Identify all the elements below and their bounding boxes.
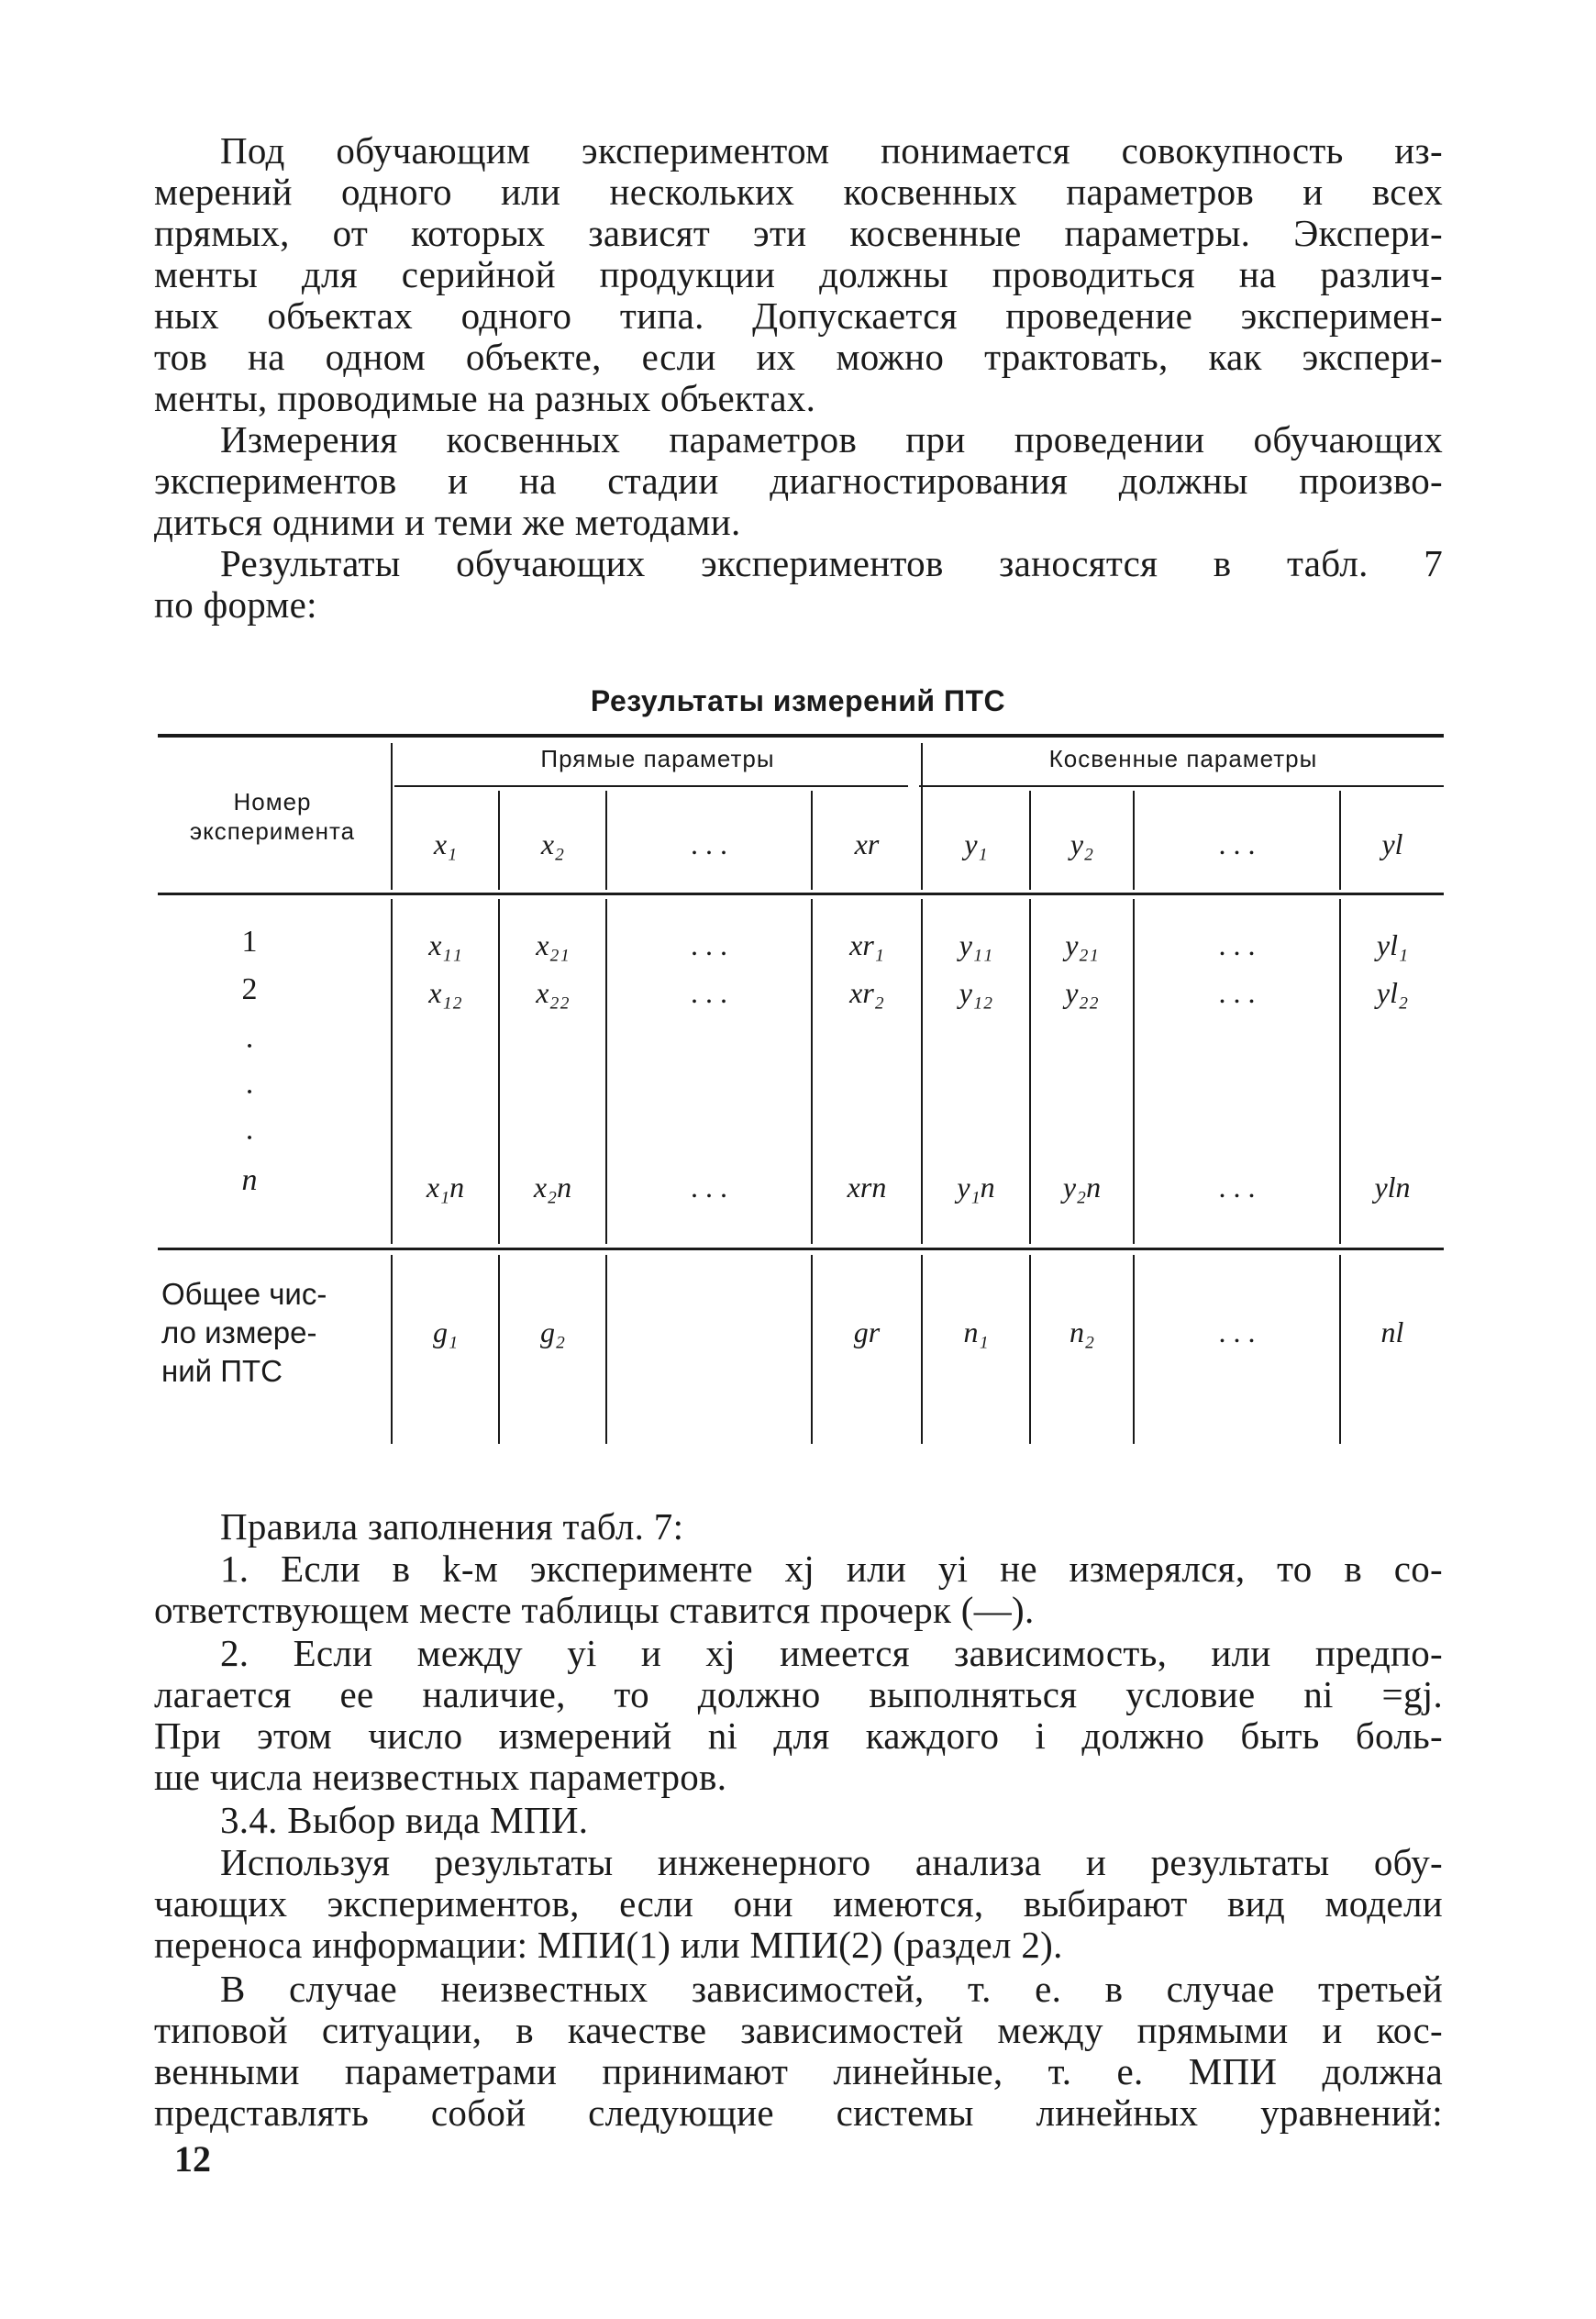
table-cell: xr₂ [849,976,884,1009]
text-line: ше числа неизвестных параметров. [154,1756,727,1798]
text-line: тов на одном объекте, если их можно трактовать, как экспери- [154,336,1443,378]
text-line: менты, проводимые на разных объектах. [154,377,816,419]
table-cell: . . . [1218,1171,1256,1204]
text-line: диться одними и теми же методами. [154,501,741,543]
table-cell: yl₂ [1376,976,1409,1009]
total-label-line: ло измере- [161,1315,317,1349]
col-header-ellipsis: . . . [691,827,727,860]
rules-title [154,1506,1443,1548]
paragraph-linear-models [154,1969,1443,2134]
rule-2 [154,1633,1443,1798]
col-header-ellipsis: . . . [1218,827,1256,860]
totals-top-rule [158,1248,1444,1250]
text-line: представлять собой следующие системы линейных уравнений: [154,2092,1443,2134]
table-cell: x₂₂ [536,976,570,1009]
text-line: При этом число измерений ni для каждого i должно быть боль- [154,1714,1443,1757]
col-divider [1133,1255,1135,1444]
text-line: В случае неизвестных зависимостей, т. е. в случае третьей [220,1968,1443,2010]
total-cell: g₂ [539,1315,566,1348]
page-number: 12 [174,2138,211,2180]
col-divider [498,1255,500,1444]
table-cell: y₂₂ [1065,976,1099,1009]
row-number: 1 [241,925,258,959]
paragraph-model-choice [154,1842,1443,1966]
total-cell: g₁ [432,1315,459,1348]
text-line: прямых, от которых зависят эти косвенные параметры. Экспери- [154,212,1443,254]
total-cell: nl [1380,1315,1404,1348]
text-line: ответствующем месте таблицы ставится прочерк (—). [154,1589,1035,1631]
table-title: Результаты измерений ПТС [590,684,1006,717]
table-cell: y₂n [1062,1171,1102,1204]
text-line: 1. Если в k-м эксперименте xj или yi не измерялся, то в со- [220,1548,1443,1590]
total-measurements-label [161,1275,372,1391]
col-header-xr: xr [854,827,880,860]
text-line: типовой ситуации, в качестве зависимостей между прямыми и кос- [154,2009,1443,2051]
col-divider [1339,1255,1341,1444]
direct-group-rule [394,785,908,787]
col-divider [391,1255,393,1444]
table-cell: . . . [691,928,727,961]
rule-1 [154,1548,1443,1631]
text-line: 2. Если между yi и xj имеется зависимость, или предпо- [220,1632,1443,1674]
row-number-dot: · [244,1075,255,1109]
text-line: Под обучающим экспериментом понимается совокупность из- [220,129,1443,172]
table-cell: x₁₂ [428,976,462,1009]
paragraph-measurements [154,419,1443,543]
table-cell: . . . [1218,928,1256,961]
paragraph-training-experiment [154,130,1443,419]
row-number-dot: · [244,1121,255,1155]
text-line: по форме: [154,583,317,626]
table-cell: xrn [847,1171,887,1204]
col-header-x2: x₂ [540,827,565,860]
text-line: Результаты обучающих экспериментов заносятся в табл. 7 [220,542,1443,584]
header-bottom-rule [158,893,1444,895]
table-cell: yl₁ [1376,928,1409,961]
table-top-rule [158,734,1444,738]
header-direct-params: Прямые параметры [540,745,775,772]
total-cell: n₂ [1069,1315,1095,1348]
text-line: менты для серийной продукции должны проводиться на различ- [154,253,1443,295]
table-cell: xr₁ [849,928,884,961]
row-number: n [241,1163,258,1197]
table-cell: y₂₁ [1065,928,1099,961]
col-header-yl: yl [1381,827,1403,860]
text-line: Правила заполнения табл. 7: [220,1505,684,1548]
col-divider [1029,1255,1031,1444]
table-cell: x₁₁ [428,928,462,961]
text-line: Измерения косвенных параметров при проведении обучающих [220,418,1443,460]
table-cell: x₂n [533,1171,572,1204]
text-line: чающих экспериментов, если они имеются, выбирают вид модели [154,1882,1443,1925]
table-cell: y₁₁ [959,928,993,961]
header-indirect-params: Косвенные параметры [1048,745,1318,772]
table-cell: y₁n [957,1171,995,1204]
row-number: 2 [241,972,258,1006]
col-divider [921,1255,923,1444]
col-divider [811,1255,813,1444]
total-label-line: Общее чис- [161,1277,327,1311]
total-cell: gr [853,1315,881,1348]
table-cell: . . . [1218,976,1256,1009]
total-cell: n₁ [963,1315,989,1348]
total-cell: . . . [1218,1315,1256,1348]
table-cell: y₁₂ [959,976,993,1009]
text-line: Используя результаты инженерного анализа и результаты обу- [220,1841,1443,1883]
col-header-x1: x₁ [433,827,458,860]
text-line: экспериментов и на стадии диагностирования должны произво- [154,460,1443,502]
total-label-line: ний ПТС [161,1354,283,1388]
col-header-y1: y₁ [964,827,988,860]
header-experiment-number: Номер эксперимента [189,788,356,845]
col-header-y2: y₂ [1070,827,1094,860]
text-line: ных объектах одного типа. Допускается проведение эксперимен- [154,294,1443,337]
text-line: мерений одного или нескольких косвенных параметров и всех [154,171,1443,213]
text-line: лагается ее наличие, то должно выполняться условие ni =gj. [154,1673,1443,1715]
section-heading [154,1800,1443,1841]
paragraph-results [154,543,1443,626]
row-number-dot: · [244,1029,255,1063]
table-cell: . . . [691,976,727,1009]
table-cell: x₁n [426,1171,465,1204]
col-divider [605,1255,607,1444]
col-divider [391,743,393,890]
indirect-group-rule [919,785,1444,787]
text-line: переноса информации: МПИ(1) или МПИ(2) (раздел 2). [154,1924,1063,1966]
text-line: венными параметрами принимают линейные, т. е. МПИ должна [154,2050,1443,2092]
table-cell: yln [1374,1171,1411,1204]
text-line: 3.4. Выбор вида МПИ. [220,1799,589,1841]
table-cell: . . . [691,1171,727,1204]
table-cell: x₂₁ [536,928,570,961]
